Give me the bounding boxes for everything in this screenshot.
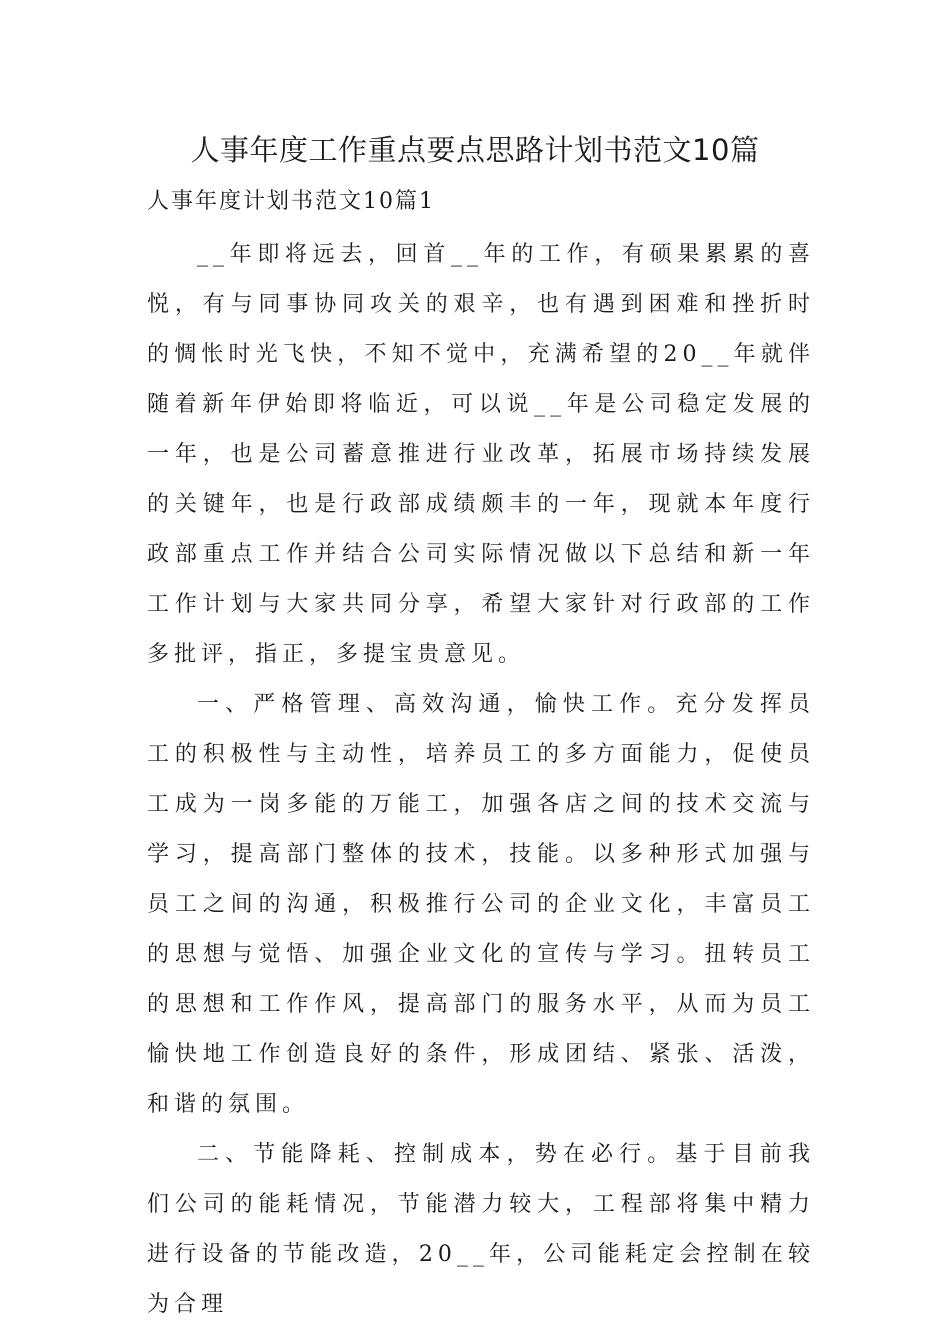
paragraph-section-one: 一、严格管理、高效沟通，愉快工作。充分发挥员工的积极性与主动性，培养员工的多方面能力，促使员工成为一岗多能的万能工，加强各店之间的技术交流与学习，提高部门整体的技术，技能。以多种形式加强与员工之间的沟通，积极推行公司的企业文化，丰富员工的思想与觉悟、加强企业文化的宣传与学习。扭转员工的思想和工作作风，提高部门的服务水平，从而为员工愉快地工作创造良好的条件，形成团结、紧张、活泼，和谐的氛围。 bbox=[147, 692, 815, 1117]
paragraph-section-two: 二、节能降耗、控制成本，势在必行。基于目前我们公司的能耗情况，节能潜力较大，工程部将集中精力进行设备的节能改造，20__年，公司能耗定会控制在较为合理 bbox=[147, 1142, 815, 1317]
document-body bbox=[147, 230, 815, 1330]
document-title: 人事年度工作重点要点思路计划书范文10篇 bbox=[190, 133, 760, 167]
paragraph-intro: __年即将远去，回首__年的工作，有硕果累累的喜悦，有与同事协同攻关的艰辛，也有遇到困难和挫折时的惆怅时光飞快，不知不觉中，充满希望的20__年就伴随着新年伊始即将临近，可以说__年是公司稳定发展的一年，也是公司蓄意推进行业改革，拓展市场持续发展的关键年，也是行政部成绩颇丰的一年，现就本年度行政部重点工作并结合公司实际情况做以下总结和新一年工作计划与大家共同分享，希望大家针对行政部的工作多批评，指正，多提宝贵意见。 bbox=[147, 242, 815, 667]
section-subtitle: 人事年度计划书范文10篇1 bbox=[147, 189, 435, 214]
